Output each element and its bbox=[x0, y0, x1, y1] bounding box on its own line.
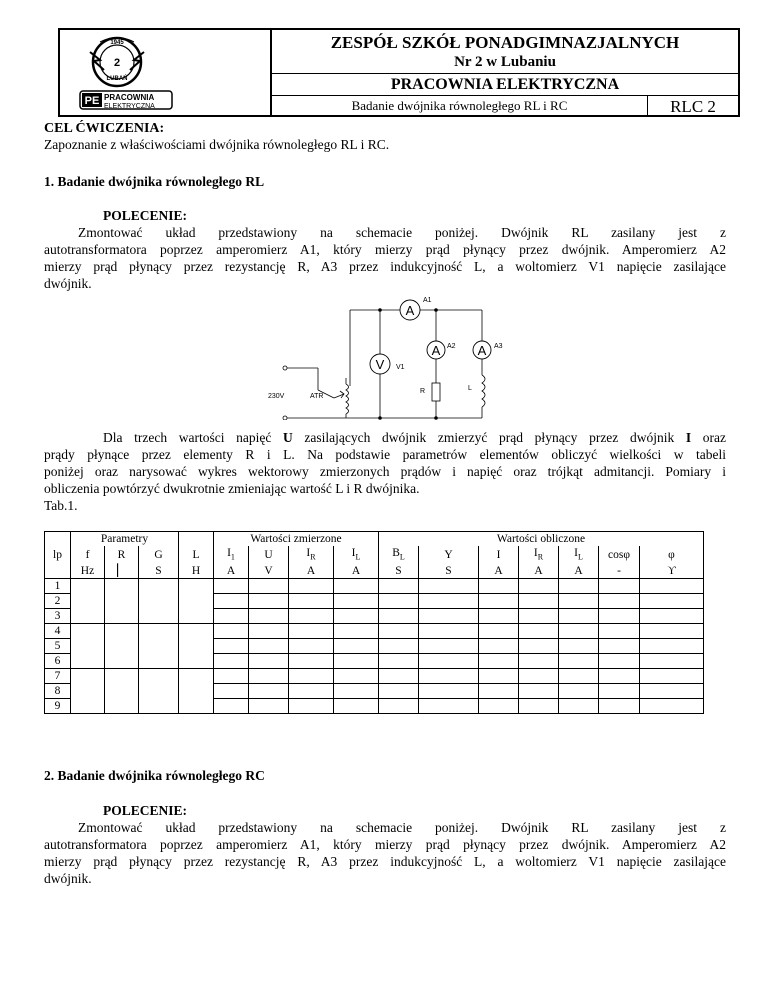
table-header-symbols bbox=[45, 546, 704, 564]
unit-ilc: A bbox=[559, 564, 599, 579]
section1-command-title: POLECENIE: bbox=[103, 208, 188, 223]
value-cell[interactable] bbox=[559, 684, 599, 699]
para2-text-a: Dla trzech wartości napięć bbox=[103, 430, 284, 445]
value-cell[interactable] bbox=[379, 699, 419, 714]
value-cell[interactable] bbox=[379, 579, 419, 594]
ammeter-a2-symbol: A bbox=[431, 343, 441, 358]
value-cell[interactable] bbox=[599, 654, 640, 669]
goal-text: Zapoznanie z właściwościami dwójnika równoległego RL i RC. bbox=[44, 137, 390, 152]
value-cell[interactable] bbox=[249, 639, 289, 654]
section1-para2-line4: obliczenia powtórzyć dwukrotnie zmieniając wartość L i R dwójnika. bbox=[44, 481, 420, 496]
value-cell[interactable] bbox=[289, 609, 334, 624]
row-number: 7 bbox=[45, 669, 71, 684]
ammeter-a3-label: A3 bbox=[494, 343, 503, 350]
para2-symbol-u: U bbox=[283, 430, 293, 445]
value-cell[interactable] bbox=[599, 669, 640, 684]
param-cell[interactable] bbox=[71, 624, 105, 669]
section1-para1-line3: mierzy prąd płynący przez rezystancję R, A3 przez indukcyjność L, a woltomierz V1 napięcie zasilające bbox=[44, 259, 726, 274]
unit-f: Hz bbox=[71, 564, 105, 579]
col-ir-symbol: I bbox=[306, 547, 311, 559]
value-cell[interactable] bbox=[519, 624, 559, 639]
section2-title: 2. Badanie dwójnika równoległego RC bbox=[44, 768, 265, 783]
value-cell[interactable] bbox=[379, 669, 419, 684]
col-i1-sub: 1 bbox=[230, 552, 235, 562]
value-cell[interactable] bbox=[419, 669, 479, 684]
value-cell[interactable] bbox=[419, 624, 479, 639]
value-cell[interactable] bbox=[519, 639, 559, 654]
value-cell[interactable] bbox=[519, 654, 559, 669]
table-row bbox=[45, 624, 704, 639]
value-cell[interactable] bbox=[379, 609, 419, 624]
lab-name: PRACOWNIA ELEKTRYCZNA bbox=[390, 76, 620, 93]
unit-bl: S bbox=[379, 564, 419, 579]
value-cell[interactable] bbox=[640, 639, 704, 654]
value-cell[interactable] bbox=[559, 699, 599, 714]
school-logo-icon bbox=[60, 30, 270, 115]
value-cell[interactable] bbox=[519, 579, 559, 594]
value-cell[interactable] bbox=[249, 624, 289, 639]
value-cell[interactable] bbox=[249, 579, 289, 594]
param-cell[interactable] bbox=[179, 579, 214, 624]
col-irc bbox=[519, 546, 559, 564]
ammeter-a1-icon bbox=[400, 297, 432, 320]
value-cell[interactable] bbox=[559, 669, 599, 684]
logo-cell bbox=[60, 30, 272, 115]
col-ilc-symbol: I bbox=[574, 547, 578, 559]
value-cell[interactable] bbox=[519, 669, 559, 684]
col-bl-sub: L bbox=[399, 552, 405, 562]
value-cell[interactable] bbox=[334, 684, 379, 699]
ammeter-a1-symbol: A bbox=[405, 303, 415, 318]
group-calculated: Wartości obliczone bbox=[379, 532, 704, 547]
col-cos: cosφ bbox=[599, 546, 640, 564]
col-irc-symbol: I bbox=[533, 547, 538, 559]
unit-l: H bbox=[179, 564, 214, 579]
col-r: R bbox=[105, 546, 139, 564]
ammeter-a2-icon bbox=[427, 341, 456, 359]
value-cell[interactable] bbox=[479, 609, 519, 624]
table-header-units bbox=[45, 564, 704, 579]
value-cell[interactable] bbox=[479, 699, 519, 714]
col-lp: lp bbox=[45, 532, 71, 579]
col-y: Y bbox=[419, 546, 479, 564]
row-number: 5 bbox=[45, 639, 71, 654]
unit-ir: A bbox=[289, 564, 334, 579]
value-cell[interactable] bbox=[559, 594, 599, 609]
value-cell[interactable] bbox=[289, 594, 334, 609]
col-bl bbox=[379, 546, 419, 564]
value-cell[interactable] bbox=[640, 669, 704, 684]
value-cell[interactable] bbox=[334, 609, 379, 624]
unit-irc: A bbox=[519, 564, 559, 579]
col-il bbox=[334, 546, 379, 564]
value-cell[interactable] bbox=[479, 624, 519, 639]
value-cell[interactable] bbox=[479, 654, 519, 669]
unit-i1: A bbox=[214, 564, 249, 579]
value-cell[interactable] bbox=[249, 654, 289, 669]
param-cell[interactable] bbox=[105, 669, 139, 714]
unit-y: S bbox=[419, 564, 479, 579]
exercise-code: RLC 2 bbox=[670, 97, 716, 116]
value-cell[interactable] bbox=[640, 594, 704, 609]
ammeter-a3-icon bbox=[473, 341, 503, 359]
col-l-top bbox=[179, 532, 214, 547]
value-cell[interactable] bbox=[519, 609, 559, 624]
value-cell[interactable] bbox=[479, 639, 519, 654]
logo-text-line2: ELEKTRYCZNA bbox=[104, 103, 155, 110]
value-cell[interactable] bbox=[559, 579, 599, 594]
para2-text-c: oraz bbox=[691, 430, 726, 445]
goal-title: CEL ĆWICZENIA: bbox=[44, 121, 165, 136]
value-cell[interactable] bbox=[249, 699, 289, 714]
value-cell[interactable] bbox=[214, 654, 249, 669]
seal-town: LUBAŃ bbox=[106, 76, 128, 82]
section1-para1-line4: dwójnik. bbox=[44, 276, 92, 291]
seal-number: 2 bbox=[113, 57, 121, 69]
unit-g: S bbox=[139, 564, 179, 579]
col-ilc-sub: L bbox=[577, 552, 583, 562]
pe-badge-icon bbox=[80, 91, 172, 110]
subject-row bbox=[272, 96, 738, 115]
value-cell[interactable] bbox=[599, 624, 640, 639]
unit-cos: - bbox=[599, 564, 640, 579]
col-il-sub: L bbox=[355, 552, 361, 562]
param-cell[interactable] bbox=[71, 669, 105, 714]
table-caption: Tab.1. bbox=[44, 498, 78, 513]
table-row bbox=[45, 669, 704, 684]
value-cell[interactable] bbox=[289, 654, 334, 669]
section1-para1-line2: autotransformatora poprzez amperomierz A1, który mierzy prąd płynący przez dwójnik. Amperomierz A2 bbox=[44, 242, 726, 257]
value-cell[interactable] bbox=[599, 639, 640, 654]
value-cell[interactable] bbox=[379, 624, 419, 639]
school-name-line1: ZESPÓŁ SZKÓŁ PONADGIMNAZJALNYCH bbox=[330, 33, 680, 52]
value-cell[interactable] bbox=[599, 579, 640, 594]
value-cell[interactable] bbox=[334, 639, 379, 654]
param-cell[interactable] bbox=[71, 579, 105, 624]
value-cell[interactable] bbox=[289, 639, 334, 654]
row-number: 4 bbox=[45, 624, 71, 639]
inductor-label: L bbox=[468, 385, 472, 392]
value-cell[interactable] bbox=[479, 579, 519, 594]
value-cell[interactable] bbox=[519, 699, 559, 714]
exercise-subject: Badanie dwójnika równoległego RL i RC bbox=[272, 96, 648, 115]
value-cell[interactable] bbox=[289, 684, 334, 699]
logo-text-line1: PRACOWNIA bbox=[104, 93, 155, 102]
value-cell[interactable] bbox=[559, 624, 599, 639]
value-cell[interactable] bbox=[334, 594, 379, 609]
section2-command-title: POLECENIE: bbox=[103, 803, 188, 818]
value-cell[interactable] bbox=[249, 684, 289, 699]
value-cell[interactable] bbox=[599, 594, 640, 609]
param-cell[interactable] bbox=[105, 624, 139, 669]
logo-pe-text: PE bbox=[84, 95, 100, 107]
value-cell[interactable] bbox=[559, 639, 599, 654]
section2-para-line2: autotransformatora poprzez amperomierz A1, który mierzy prąd płynący przez dwójnik. Amperomierz A2 bbox=[44, 837, 726, 852]
col-phi: φ bbox=[640, 546, 704, 564]
value-cell[interactable] bbox=[289, 699, 334, 714]
col-ir bbox=[289, 546, 334, 564]
col-i: I bbox=[479, 546, 519, 564]
measurement-table bbox=[44, 531, 704, 714]
section1-title: 1. Badanie dwójnika równoległego RL bbox=[44, 174, 265, 189]
value-cell[interactable] bbox=[214, 579, 249, 594]
para2-text-b: zasilających dwójnik zmierzyć prąd płynący przez dwójnik bbox=[292, 430, 686, 445]
col-g: G bbox=[139, 546, 179, 564]
value-cell[interactable] bbox=[479, 669, 519, 684]
value-cell[interactable] bbox=[214, 684, 249, 699]
value-cell[interactable] bbox=[640, 699, 704, 714]
value-cell[interactable] bbox=[214, 699, 249, 714]
table-header-groups bbox=[45, 532, 704, 547]
value-cell[interactable] bbox=[249, 594, 289, 609]
col-bl-symbol: B bbox=[392, 547, 400, 559]
unit-r: ▏ bbox=[105, 564, 139, 579]
row-number: 2 bbox=[45, 594, 71, 609]
voltmeter-v1-symbol: V bbox=[375, 357, 385, 372]
table-row bbox=[45, 579, 704, 594]
param-cell[interactable] bbox=[179, 624, 214, 669]
value-cell[interactable] bbox=[289, 624, 334, 639]
section1-para2-line1 bbox=[103, 430, 726, 447]
param-cell[interactable] bbox=[105, 579, 139, 624]
value-cell[interactable] bbox=[214, 639, 249, 654]
col-i1-symbol: I bbox=[227, 547, 231, 559]
col-ilc bbox=[559, 546, 599, 564]
value-cell[interactable] bbox=[379, 639, 419, 654]
seal-year: 1945 bbox=[110, 40, 124, 46]
value-cell[interactable] bbox=[289, 579, 334, 594]
value-cell[interactable] bbox=[334, 624, 379, 639]
col-l: L bbox=[179, 546, 214, 564]
para2-symbol-i: I bbox=[685, 430, 692, 445]
row-number: 9 bbox=[45, 699, 71, 714]
value-cell[interactable] bbox=[419, 654, 479, 669]
value-cell[interactable] bbox=[640, 654, 704, 669]
value-cell[interactable] bbox=[419, 699, 479, 714]
autotransformer-label: ATR bbox=[310, 393, 324, 400]
col-irc-sub: R bbox=[537, 552, 544, 562]
param-cell[interactable] bbox=[139, 579, 179, 624]
value-cell[interactable] bbox=[334, 669, 379, 684]
rl-circuit-diagram bbox=[260, 290, 510, 420]
value-cell[interactable] bbox=[519, 684, 559, 699]
value-cell[interactable] bbox=[640, 624, 704, 639]
group-measured: Wartości zmierzone bbox=[214, 532, 379, 547]
param-cell[interactable] bbox=[139, 669, 179, 714]
value-cell[interactable] bbox=[599, 699, 640, 714]
value-cell[interactable] bbox=[379, 594, 419, 609]
ammeter-a3-symbol: A bbox=[477, 343, 487, 358]
value-cell[interactable] bbox=[479, 594, 519, 609]
col-il-symbol: I bbox=[351, 547, 356, 559]
row-number: 1 bbox=[45, 579, 71, 594]
value-cell[interactable] bbox=[334, 699, 379, 714]
value-cell[interactable] bbox=[249, 609, 289, 624]
row-number: 3 bbox=[45, 609, 71, 624]
value-cell[interactable] bbox=[640, 579, 704, 594]
col-i1 bbox=[214, 546, 249, 564]
section1-para2-line2: prądy płynące przez elementy R i L. Na podstawie parametrów elementów obliczyć wielkości w tabeli bbox=[44, 447, 726, 462]
value-cell[interactable] bbox=[640, 684, 704, 699]
value-cell[interactable] bbox=[214, 669, 249, 684]
row-number: 6 bbox=[45, 654, 71, 669]
value-cell[interactable] bbox=[249, 669, 289, 684]
value-cell[interactable] bbox=[419, 639, 479, 654]
value-cell[interactable] bbox=[334, 579, 379, 594]
resistor-label: R bbox=[420, 388, 426, 395]
school-name-cell bbox=[272, 30, 738, 74]
document-header bbox=[58, 28, 740, 117]
unit-il: A bbox=[334, 564, 379, 579]
voltmeter-v1-icon bbox=[370, 354, 405, 374]
group-parameters: Parametry bbox=[71, 532, 179, 547]
value-cell[interactable] bbox=[419, 684, 479, 699]
value-cell[interactable] bbox=[214, 624, 249, 639]
unit-i: A bbox=[479, 564, 519, 579]
school-seal-icon bbox=[90, 38, 144, 87]
value-cell[interactable] bbox=[599, 609, 640, 624]
value-cell[interactable] bbox=[214, 609, 249, 624]
value-cell[interactable] bbox=[379, 684, 419, 699]
value-cell[interactable] bbox=[214, 594, 249, 609]
ammeter-a1-label: A1 bbox=[423, 297, 432, 304]
col-u: U bbox=[249, 546, 289, 564]
section1-para1-line1: Zmontować układ przedstawiony na schemacie poniżej. Dwójnik RL zasilany jest z bbox=[78, 225, 726, 240]
col-ir-sub: R bbox=[310, 552, 316, 562]
value-cell[interactable] bbox=[289, 669, 334, 684]
value-cell[interactable] bbox=[419, 609, 479, 624]
school-name-line2: Nr 2 w Lubaniu bbox=[454, 54, 556, 70]
row-number: 8 bbox=[45, 684, 71, 699]
lab-name-cell bbox=[272, 74, 738, 96]
unit-phi: ϒ bbox=[640, 564, 704, 579]
unit-u: V bbox=[249, 564, 289, 579]
value-cell[interactable] bbox=[419, 579, 479, 594]
section2-para-line1: Zmontować układ przedstawiony na schemacie poniżej. Dwójnik RL zasilany jest z bbox=[78, 820, 726, 835]
value-cell[interactable] bbox=[599, 684, 640, 699]
value-cell[interactable] bbox=[334, 654, 379, 669]
value-cell[interactable] bbox=[519, 594, 559, 609]
ammeter-a2-label: A2 bbox=[447, 343, 456, 350]
voltmeter-v1-label: V1 bbox=[396, 364, 405, 371]
value-cell[interactable] bbox=[640, 609, 704, 624]
value-cell[interactable] bbox=[379, 654, 419, 669]
param-cell[interactable] bbox=[139, 624, 179, 669]
param-cell[interactable] bbox=[179, 669, 214, 714]
value-cell[interactable] bbox=[559, 654, 599, 669]
section2-para-line3: mierzy prąd płynący przez rezystancję R, A3 przez indukcyjność L, a woltomierz V1 napięcie zasilające bbox=[44, 854, 726, 869]
value-cell[interactable] bbox=[479, 684, 519, 699]
section1-para2-line3: poniżej oraz narysować wykres wektorowy zmierzonych prądów i napięć oraz trójkąt admitancji. Pomiary i bbox=[44, 464, 726, 479]
value-cell[interactable] bbox=[559, 609, 599, 624]
table-body bbox=[45, 579, 704, 714]
section2-para-line4: dwójnik. bbox=[44, 871, 92, 886]
supply-voltage-label: 230V bbox=[268, 393, 285, 400]
col-f: f bbox=[71, 546, 105, 564]
value-cell[interactable] bbox=[419, 594, 479, 609]
